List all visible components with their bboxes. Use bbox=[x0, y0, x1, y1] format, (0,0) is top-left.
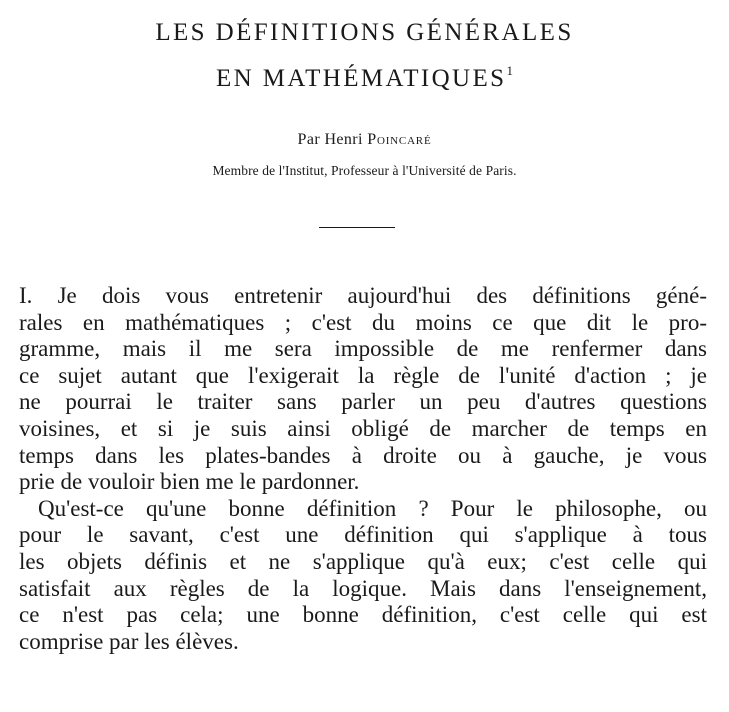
text-line: voisines, et si je suis ainsi obligé de marcher de temps en bbox=[19, 415, 707, 441]
author-byline bbox=[0, 131, 729, 149]
text-line: Qu'est-ce qu'une bonne définition ? Pour le philosophe, ou bbox=[38, 495, 707, 521]
footnote-marker[interactable]: 1 bbox=[506, 63, 513, 78]
text-line: temps dans les plates-bandes à droite ou à gauche, je vous bbox=[19, 442, 707, 468]
title-line-1 bbox=[0, 14, 729, 52]
paragraph-1 bbox=[19, 283, 707, 496]
text-line: comprise par les élèves. bbox=[19, 628, 239, 654]
title-text-1: LES DÉFINITIONS GÉNÉRALES bbox=[155, 19, 574, 46]
text-line: gramme, mais il me sera impossible de me renfermer dans bbox=[19, 336, 707, 362]
author-name: Poincaré bbox=[367, 131, 432, 148]
text-line: pour le savant, c'est une définition qui s'applique à tous bbox=[19, 522, 707, 548]
section-divider bbox=[319, 227, 395, 228]
text-line: ne pourrai le traiter sans parler un peu d'autres questions bbox=[19, 389, 707, 415]
author-prefix: Par Henri bbox=[297, 131, 368, 148]
paragraph-2 bbox=[19, 496, 707, 656]
title-text-2: EN MATHÉMATIQUES bbox=[216, 65, 507, 92]
text-line: rales en mathématiques ; c'est du moins ce que dit le pro- bbox=[19, 309, 707, 335]
text-line: I. Je dois vous entretenir aujourd'hui des définitions géné- bbox=[19, 283, 707, 308]
text-line: satisfait aux règles de la logique. Mais dans l'enseignement, bbox=[19, 575, 707, 601]
article-body bbox=[19, 283, 707, 655]
text-line: les objets définis et ne s'applique qu'à eux; c'est celle qui bbox=[19, 548, 707, 574]
title-line-2 bbox=[0, 52, 729, 98]
article-title bbox=[0, 14, 729, 98]
text-line: prie de vouloir bien me le pardonner. bbox=[19, 469, 360, 495]
author-affiliation: Membre de l'Institut, Professeur à l'Université de Paris. bbox=[212, 163, 517, 178]
text-line: ce n'est pas cela; une bonne définition, c'est celle qui est bbox=[19, 602, 707, 628]
text-line: ce sujet autant que l'exigerait la règle de l'unité d'action ; je bbox=[19, 362, 707, 388]
